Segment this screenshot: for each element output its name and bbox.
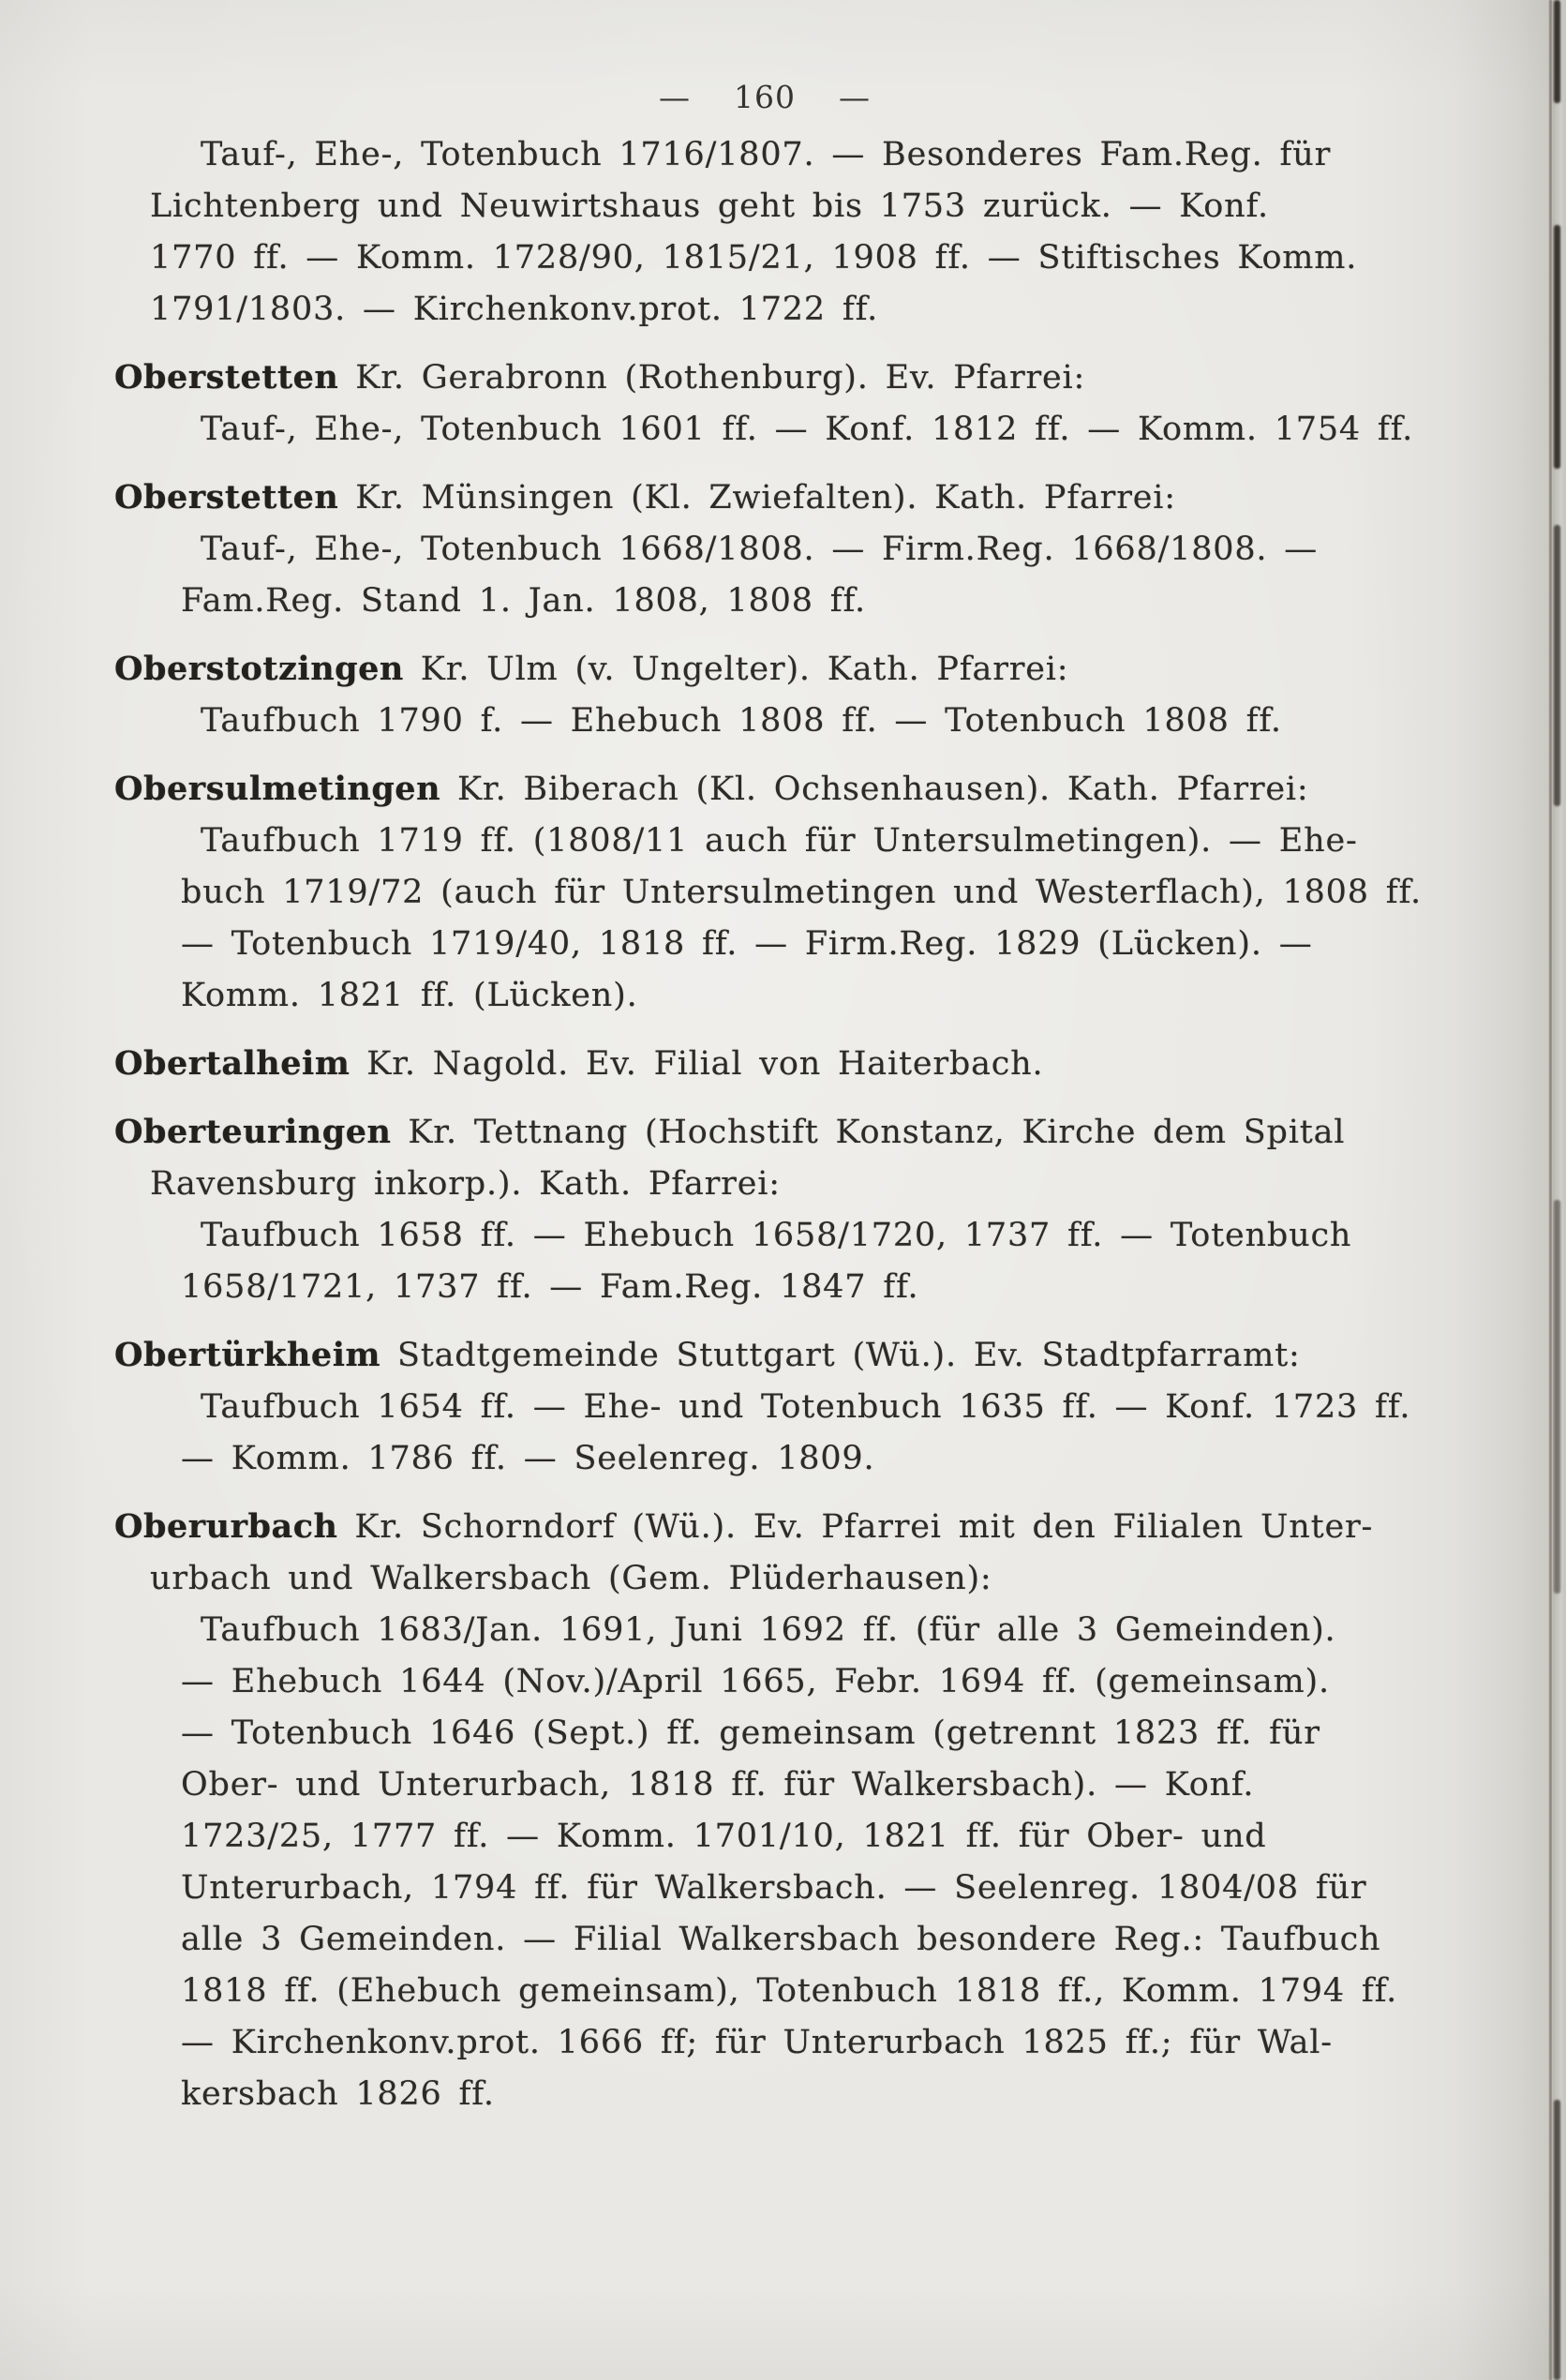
text-line: Obersulmetingen Kr. Biberach (Kl. Ochsenhausen). Kath. Pfarrei: [114,770,1309,808]
text-line: Komm. 1821 ff. (Lücken). [181,977,638,1014]
text-line: 1818 ff. (Ehebuch gemeinsam), Totenbuch 1818 ff., Komm. 1794 ff. [181,1972,1398,2010]
entry-obersulmetingen [114,763,1426,1022]
scan-edge-mark [1554,1200,1560,1594]
text-line: Tauf-, Ehe-, Totenbuch 1716/1807. — Besonderes Fam.Reg. für [201,136,1332,173]
text-line: Taufbuch 1683/Jan. 1691, Juni 1692 ff. (für alle 3 Gemeinden). [201,1611,1336,1649]
text-line: Tauf-, Ehe-, Totenbuch 1601 ff. — Konf. 1812 ff. — Komm. 1754 ff. [201,411,1414,448]
entry-headword: Oberstotzingen [114,650,404,688]
text-line: Taufbuch 1658 ff. — Ehebuch 1658/1720, 1737 ff. — Totenbuch [201,1217,1352,1254]
entry-oberstetten [114,352,1426,456]
text-line: 1658/1721, 1737 ff. — Fam.Reg. 1847 ff. [181,1268,919,1306]
text-line: Oberstotzingen Kr. Ulm (v. Ungelter). Kath. Pfarrei: [114,650,1069,688]
entry-continuation [114,129,1426,336]
entry-obertalheim [114,1038,1426,1090]
page-number: 160 [734,79,796,115]
text-line: buch 1719/72 (auch für Untersulmetingen und Westerflach), 1808 ff. [181,874,1422,911]
entry-headword: Oberstetten [114,358,339,397]
text-line: Taufbuch 1654 ff. — Ehe- und Totenbuch 1635 ff. — Konf. 1723 ff. [201,1388,1411,1426]
entry-oberteuringen [114,1106,1426,1313]
scan-edge-mark [1554,0,1560,103]
header-dash-left: — [659,79,691,115]
text-line: 1770 ff. — Komm. 1728/90, 1815/21, 1908 ff. — Stiftisches Komm. [150,239,1358,277]
text-line: urbach und Walkersbach (Gem. Plüderhausen): [150,1560,992,1597]
text-line: Obertalheim Kr. Nagold. Ev. Filial von Haiterbach. [114,1044,1044,1083]
entry-oberstetten [114,472,1426,627]
entry-headword: Oberurbach [114,1507,338,1546]
page-edge-line [1549,0,1552,2380]
entry-headword: Oberstetten [114,478,339,516]
text-line: Ober- und Unterurbach, 1818 ff. für Walkersbach). — Konf. [181,1766,1255,1804]
text-line: Taufbuch 1790 f. — Ehebuch 1808 ff. — Totenbuch 1808 ff. [201,702,1282,740]
entry-oberstotzingen [114,643,1426,747]
text-line: — Komm. 1786 ff. — Seelenreg. 1809. [181,1440,875,1477]
header-dash-right: — [839,79,871,115]
text-line: kersbach 1826 ff. [181,2075,495,2113]
text-line: Ravensburg inkorp.). Kath. Pfarrei: [150,1165,781,1203]
entry-headword: Obersulmetingen [114,770,441,808]
text-line: — Kirchenkonv.prot. 1666 ff; für Unterurbach 1825 ff.; für Wal- [181,2024,1333,2061]
text-line: Lichtenberg und Neuwirtshaus geht bis 1753 zurück. — Konf. [150,187,1269,225]
text-line: — Totenbuch 1719/40, 1818 ff. — Firm.Reg. 1829 (Lücken). — [181,925,1313,963]
scan-edge-mark [1554,525,1560,806]
text-line: 1723/25, 1777 ff. — Komm. 1701/10, 1821 ff. für Ober- und [181,1818,1267,1855]
text-line: Fam.Reg. Stand 1. Jan. 1808, 1808 ff. [181,582,866,620]
text-line: Oberurbach Kr. Schorndorf (Wü.). Ev. Pfarrei mit den Filialen Unter- [114,1507,1374,1546]
text-line: 1791/1803. — Kirchenkonv.prot. 1722 ff. [150,291,879,328]
page-header [112,79,1417,115]
text-line: Tauf-, Ehe-, Totenbuch 1668/1808. — Firm.Reg. 1668/1808. — [201,531,1319,568]
entry-headword: Obertürkheim [114,1336,381,1374]
text-line: Oberstetten Kr. Münsingen (Kl. Zwiefalten). Kath. Pfarrei: [114,478,1176,516]
entry-obert-rkheim [114,1329,1426,1485]
text-line: Taufbuch 1719 ff. (1808/11 auch für Untersulmetingen). — Ehe- [201,822,1358,860]
scan-edge-mark [1554,225,1560,469]
entry-headword: Oberteuringen [114,1113,392,1151]
text-line: Oberstetten Kr. Gerabronn (Rothenburg). Ev. Pfarrei: [114,358,1086,397]
entries [114,129,1426,2120]
text-line: Oberteuringen Kr. Tettnang (Hochstift Konstanz, Kirche dem Spital [114,1113,1346,1151]
text-line: alle 3 Gemeinden. — Filial Walkersbach besondere Reg.: Taufbuch [181,1921,1381,1958]
entry-headword: Obertalheim [114,1044,350,1083]
scan-edge-mark [1554,2100,1560,2380]
text-line: Obertürkheim Stadtgemeinde Stuttgart (Wü.). Ev. Stadtpfarramt: [114,1336,1301,1374]
text-line: — Ehebuch 1644 (Nov.)/April 1665, Febr. 1694 ff. (gemeinsam). [181,1663,1330,1700]
entry-oberurbach [114,1501,1426,2120]
text-line: — Totenbuch 1646 (Sept.) ff. gemeinsam (getrennt 1823 ff. für [181,1714,1320,1752]
text-line: Unterurbach, 1794 ff. für Walkersbach. — Seelenreg. 1804/08 für [181,1869,1367,1907]
